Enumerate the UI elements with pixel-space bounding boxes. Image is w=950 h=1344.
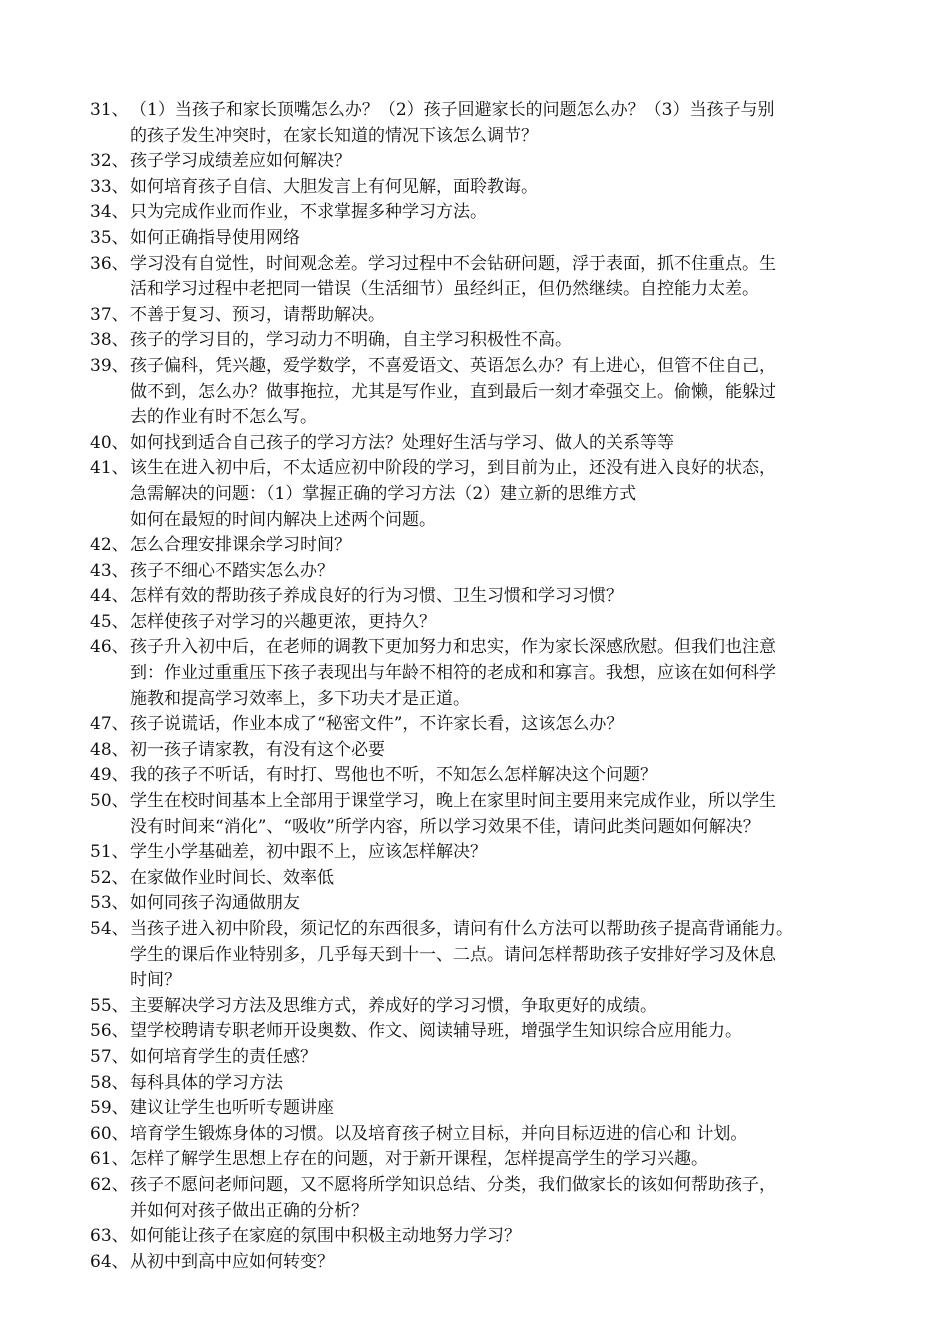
item-text-line: 不善于复习、预习，请帮助解决。 <box>130 304 385 325</box>
item-text <box>130 559 880 585</box>
item-text-line: 初一孩子请家教，有没有这个必要 <box>130 739 385 760</box>
item-number: 60、 <box>90 1123 129 1144</box>
list-item <box>90 1122 880 1148</box>
item-number: 54、 <box>90 919 129 939</box>
item-text-line: 孩子偏科，凭兴趣，爱学数学，不喜爱语文、英语怎么办？有上进心，但管不住自己， <box>130 355 776 376</box>
item-text-line: 在家做作业时间长、效率低 <box>130 867 334 888</box>
item-text-line: 怎么合理安排课余学习时间？ <box>130 535 351 556</box>
list-item <box>90 456 880 533</box>
item-number: 36、 <box>90 253 129 274</box>
item-text <box>130 1173 880 1224</box>
item-text-line: 建议让学生也听听专题讲座 <box>130 1098 334 1119</box>
item-number: 43、 <box>90 560 129 581</box>
item-text <box>130 456 880 533</box>
list-item <box>90 712 880 738</box>
list-item <box>90 789 880 840</box>
item-number: 50、 <box>90 791 129 812</box>
item-text-line: 每科具体的学习方法 <box>130 1072 283 1093</box>
item-text <box>130 840 880 866</box>
item-number: 47、 <box>90 714 129 735</box>
item-number: 34、 <box>90 202 129 223</box>
item-text <box>130 1250 880 1276</box>
item-text <box>130 431 880 457</box>
item-text-line: 怎样了解学生思想上存在的问题，对于新开课程，怎样提高学生的学习兴趣。 <box>130 1149 708 1170</box>
item-text-line: 孩子不细心不踏实怎么办？ <box>130 560 334 581</box>
item-text <box>130 1224 880 1250</box>
list-item <box>90 303 880 329</box>
list-item <box>90 252 880 303</box>
item-number: 33、 <box>90 176 129 197</box>
item-text <box>130 98 880 149</box>
list-item <box>90 917 880 994</box>
item-number: 31、 <box>90 100 129 120</box>
item-number: 38、 <box>90 330 129 351</box>
item-text-line: 孩子说谎话，作业本成了“秘密文件”，不许家长看，这该怎么办？ <box>130 714 624 735</box>
item-text <box>130 712 880 738</box>
item-text <box>130 738 880 764</box>
item-text <box>130 354 880 431</box>
list-item <box>90 763 880 789</box>
item-number: 39、 <box>90 355 129 376</box>
item-text-line: 从初中到高中应如何转变？ <box>130 1251 334 1272</box>
item-text <box>130 584 880 610</box>
item-number: 63、 <box>90 1226 129 1247</box>
list-item <box>90 866 880 892</box>
item-number: 55、 <box>90 995 129 1016</box>
item-text <box>130 200 880 226</box>
list-item <box>90 840 880 866</box>
item-number: 62、 <box>90 1174 129 1195</box>
list-item <box>90 1019 880 1045</box>
item-text <box>130 328 880 354</box>
item-number: 49、 <box>90 765 129 786</box>
item-text-line: 孩子的学习目的，学习动力不明确，自主学习积极性不高。 <box>130 330 572 351</box>
item-number: 57、 <box>90 1046 129 1067</box>
item-number: 59、 <box>90 1098 129 1119</box>
item-number: 41、 <box>90 458 129 479</box>
item-text <box>130 533 880 559</box>
list-item <box>90 354 880 431</box>
item-text-line: 孩子学习成绩差应如何解决？ <box>130 151 351 172</box>
item-text-line: 该生在进入初中后，不太适应初中阶段的学习，到目前为止，还没有进入良好的状态， <box>130 458 776 479</box>
list-item <box>90 226 880 252</box>
list-item <box>90 994 880 1020</box>
list-item <box>90 328 880 354</box>
item-text-line: 的孩子发生冲突时，在家长知道的情况下该怎么调节？ <box>130 125 538 146</box>
list-item <box>90 431 880 457</box>
list-item <box>90 1173 880 1224</box>
list-item <box>90 610 880 636</box>
item-text-line: 时间？ <box>130 970 181 991</box>
item-text <box>130 789 880 840</box>
item-number: 64、 <box>90 1251 129 1272</box>
item-number: 45、 <box>90 611 129 632</box>
item-text-line: 怎样有效的帮助孩子养成良好的行为习惯、卫生习惯和学习习惯？ <box>130 586 623 607</box>
item-text <box>130 763 880 789</box>
item-number: 32、 <box>90 151 129 172</box>
item-text-line: 望学校聘请专职老师开设奥数、作文、阅读辅导班，增强学生知识综合应用能力。 <box>130 1021 742 1042</box>
item-text-line: 如何培育孩子自信、大胆发言上有何见解，面聆教诲。 <box>130 176 538 197</box>
item-text-line: 活和学习过程中老把同一错误（生活细节）虽经纠正，但仍然继续。自控能力太差。 <box>130 279 759 300</box>
item-text-line: 没有时间来“消化”、“吸收”所学内容，所以学习效果不佳，请问此类问题如何解决？ <box>130 816 760 837</box>
item-number: 35、 <box>90 227 129 248</box>
item-text-line: （1）当孩子和家长顶嘴怎么办？（2）孩子回避家长的问题怎么办？（3）当孩子与别 <box>130 100 775 120</box>
item-text-line: 学生小学基础差，初中跟不上，应该怎样解决？ <box>130 842 487 863</box>
list-item <box>90 635 880 712</box>
item-number: 56、 <box>90 1021 129 1042</box>
item-text <box>130 891 880 917</box>
item-text <box>130 1045 880 1071</box>
item-text <box>130 303 880 329</box>
list-item <box>90 1224 880 1250</box>
item-text <box>130 149 880 175</box>
item-text-line: 学生的课后作业特别多，几乎每天到十一、二点。请问怎样帮助孩子安排好学习及休息 <box>130 944 776 965</box>
item-text-line: 怎样使孩子对学习的兴趣更浓，更持久？ <box>130 611 436 632</box>
item-text-line: 孩子升入初中后，在老师的调教下更加努力和忠实，作为家长深感欣慰。但我们也注意 <box>130 637 776 658</box>
item-text <box>130 1096 880 1122</box>
item-text-line: 急需解决的问题：（1）掌握正确的学习方法（2）建立新的思维方式 <box>130 483 637 504</box>
item-text <box>130 175 880 201</box>
item-text <box>130 917 880 994</box>
item-text-line: 当孩子进入初中阶段，须记忆的东西很多，请问有什么方法可以帮助孩子提高背诵能力。 <box>130 919 793 939</box>
list-item <box>90 1045 880 1071</box>
item-number: 51、 <box>90 842 129 863</box>
list-item <box>90 1071 880 1097</box>
item-text <box>130 252 880 303</box>
list-item <box>90 98 880 149</box>
list-item <box>90 1250 880 1276</box>
item-number: 40、 <box>90 432 129 453</box>
item-text-line: 到：作业过重重压下孩子表现出与年龄不相符的老成和和寡言。我想，应该在如何科学 <box>130 663 776 684</box>
item-number: 48、 <box>90 739 129 760</box>
item-number: 52、 <box>90 867 129 888</box>
item-text <box>130 1019 880 1045</box>
item-text-line: 并如何对孩子做出正确的分析？ <box>130 1200 368 1221</box>
item-number: 46、 <box>90 637 129 658</box>
list-item <box>90 1147 880 1173</box>
item-text <box>130 635 880 712</box>
item-number: 53、 <box>90 893 129 914</box>
item-text-line: 去的作业有时不怎么写。 <box>130 407 317 428</box>
item-text-line: 如何培育学生的责任感？ <box>130 1046 317 1067</box>
item-text-line: 只为完成作业而作业，不求掌握多种学习方法。 <box>130 202 487 223</box>
list-item <box>90 533 880 559</box>
list-item <box>90 738 880 764</box>
item-text-line: 如何在最短的时间内解决上述两个问题。 <box>130 509 436 530</box>
item-text <box>130 226 880 252</box>
list-item <box>90 200 880 226</box>
item-text-line: 如何找到适合自己孩子的学习方法？处理好生活与学习、做人的关系等等 <box>130 432 674 453</box>
list-item <box>90 149 880 175</box>
list-item <box>90 175 880 201</box>
item-text-line: 做不到，怎么办？做事拖拉，尤其是写作业，直到最后一刻才牵强交上。偷懒，能躲过 <box>130 381 776 402</box>
item-text-line: 培育学生锻炼身体的习惯。以及培育孩子树立目标，并向目标迈进的信心和 计划。 <box>130 1123 748 1144</box>
item-text-line: 我的孩子不听话，有时打、骂他也不听，不知怎么怎样解决这个问题？ <box>130 765 657 786</box>
item-text-line: 如何能让孩子在家庭的氛围中积极主动地努力学习？ <box>130 1226 521 1247</box>
item-text-line: 学习没有自觉性，时间观念差。学习过程中不会钻研问题，浮于表面，抓不住重点。生 <box>130 253 776 274</box>
item-text <box>130 610 880 636</box>
item-text-line: 学生在校时间基本上全部用于课堂学习，晚上在家里时间主要用来完成作业，所以学生 <box>130 791 776 812</box>
item-text-line: 如何正确指导使用网络 <box>130 227 300 248</box>
item-text-line: 如何同孩子沟通做朋友 <box>130 893 300 914</box>
item-text-line: 主要解决学习方法及思维方式，养成好的学习习惯，争取更好的成绩。 <box>130 995 657 1016</box>
item-text-line: 施教和提高学习效率上，多下功夫才是正道。 <box>130 688 470 709</box>
item-text <box>130 866 880 892</box>
item-text <box>130 1147 880 1173</box>
item-number: 61、 <box>90 1149 129 1170</box>
item-text <box>130 1122 880 1148</box>
item-text <box>130 994 880 1020</box>
item-text <box>130 1071 880 1097</box>
question-list <box>90 98 880 1275</box>
item-number: 44、 <box>90 586 129 607</box>
list-item <box>90 559 880 585</box>
item-number: 58、 <box>90 1072 129 1093</box>
list-item <box>90 891 880 917</box>
list-item <box>90 1096 880 1122</box>
list-item <box>90 584 880 610</box>
item-number: 37、 <box>90 304 129 325</box>
item-number: 42、 <box>90 535 129 556</box>
item-text-line: 孩子不愿问老师问题，又不愿将所学知识总结、分类，我们做家长的该如何帮助孩子， <box>130 1174 776 1195</box>
